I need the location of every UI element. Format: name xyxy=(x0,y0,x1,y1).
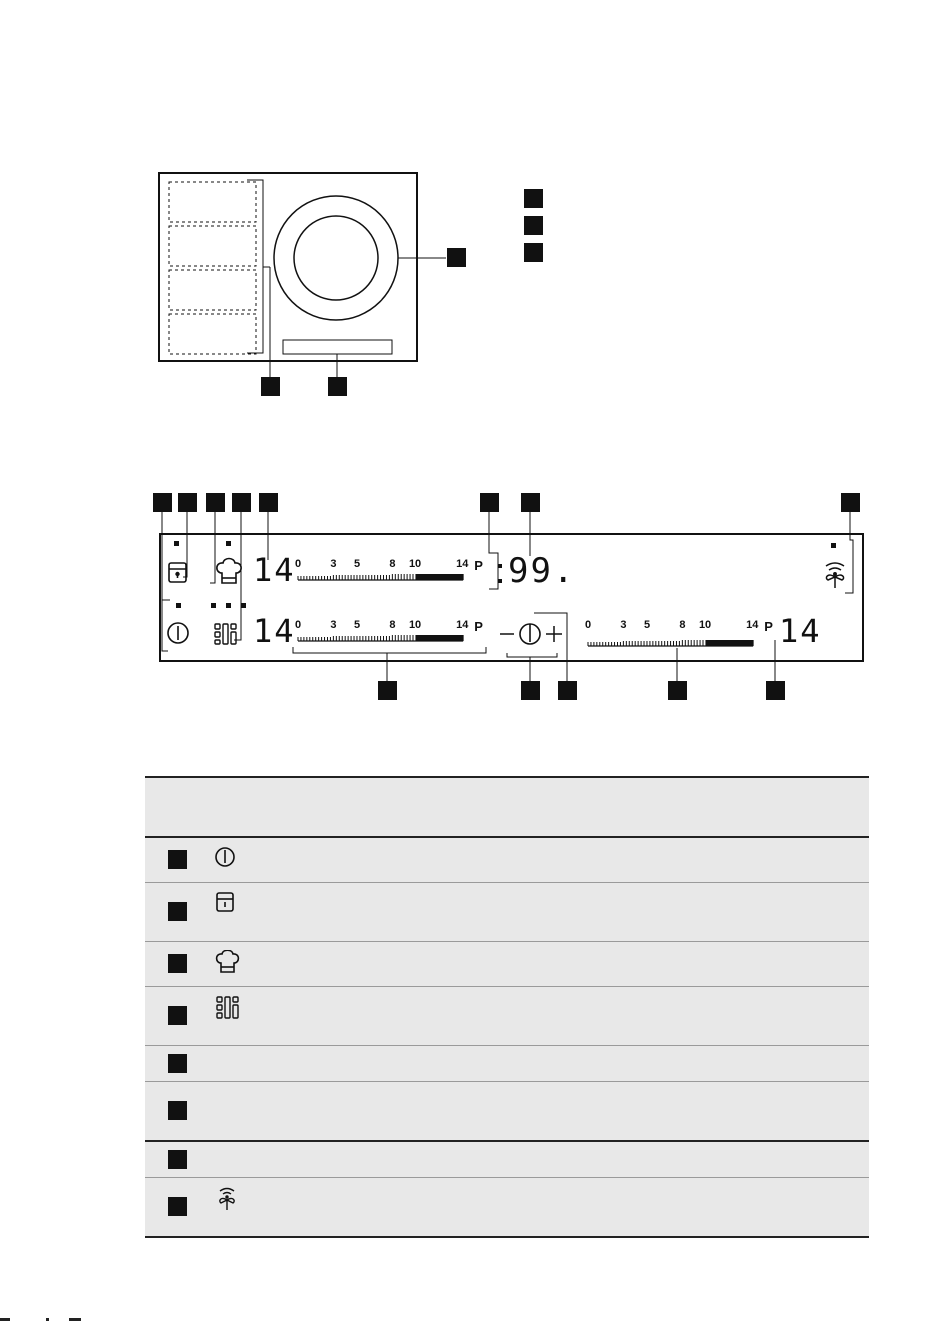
scale-label: 10 xyxy=(408,619,422,631)
scale-label: 5 xyxy=(353,558,361,570)
scale-label: 14 xyxy=(456,558,469,570)
scale-label: 0 xyxy=(295,558,302,570)
bridge-zones-icon xyxy=(215,995,241,1023)
table-row xyxy=(145,941,869,986)
edge-mark xyxy=(69,1318,81,1321)
scale-label: 10 xyxy=(698,619,712,631)
table-row xyxy=(145,836,869,882)
scale-label: 5 xyxy=(353,619,361,631)
scale-label: 14 xyxy=(746,619,759,631)
scale-label: 0 xyxy=(585,619,592,631)
scale-max-bar xyxy=(416,635,463,641)
edge-mark xyxy=(0,1318,10,1321)
scale-label: 5 xyxy=(643,619,651,631)
row-marker xyxy=(168,1054,187,1073)
table-row xyxy=(145,1081,869,1140)
row-marker xyxy=(168,1197,187,1216)
row-marker xyxy=(168,1006,187,1025)
table-row xyxy=(145,882,869,941)
scale-label: 0 xyxy=(295,619,302,631)
scale-label: 8 xyxy=(679,619,686,631)
scale-label: 3 xyxy=(620,619,627,631)
table-header xyxy=(145,776,869,836)
scale-max-bar xyxy=(706,640,753,646)
row-marker xyxy=(168,902,187,921)
hob-to-hood-icon xyxy=(215,1186,241,1214)
scale-label: 3 xyxy=(330,558,337,570)
scale-label: P xyxy=(474,619,483,634)
edge-mark xyxy=(46,1318,49,1321)
timer-display: 99. xyxy=(508,551,576,591)
scale-label: P xyxy=(474,558,483,573)
row-marker xyxy=(168,1101,187,1120)
scale-label: P xyxy=(764,619,773,634)
scale-label: 14 xyxy=(456,619,469,631)
description-table xyxy=(145,776,869,1238)
power-level-display-top-left: 14 xyxy=(253,551,296,589)
scale-label: 8 xyxy=(389,619,396,631)
power-level-display-right: 14 xyxy=(779,612,822,650)
table-row xyxy=(145,1140,869,1177)
table-row xyxy=(145,1177,869,1238)
lock-icon xyxy=(215,891,239,915)
timer-colon xyxy=(498,564,502,583)
row-marker xyxy=(168,1150,187,1169)
scale-label: 8 xyxy=(389,558,396,570)
power-scale-bottom-left xyxy=(298,635,463,641)
timer-plus-symbol xyxy=(546,626,562,642)
row-marker xyxy=(168,850,187,869)
power-icon xyxy=(215,846,239,870)
bridge-zones-icon xyxy=(215,624,236,644)
scale-label: 3 xyxy=(330,619,337,631)
scale-max-bar xyxy=(416,574,463,580)
table-row xyxy=(145,986,869,1045)
timer-icon xyxy=(520,624,540,644)
power-icon xyxy=(168,623,188,643)
chef-hat-icon xyxy=(217,559,241,584)
table-row xyxy=(145,1045,869,1081)
lock-icon xyxy=(169,563,186,582)
row-marker xyxy=(168,954,187,973)
hob-to-hood-icon xyxy=(826,563,844,588)
power-level-display-bottom-left: 14 xyxy=(253,612,296,650)
power-scale-right xyxy=(588,640,753,646)
power-scale-top xyxy=(298,574,463,580)
chef-hat-icon xyxy=(215,950,241,976)
scale-label: 10 xyxy=(408,558,422,570)
